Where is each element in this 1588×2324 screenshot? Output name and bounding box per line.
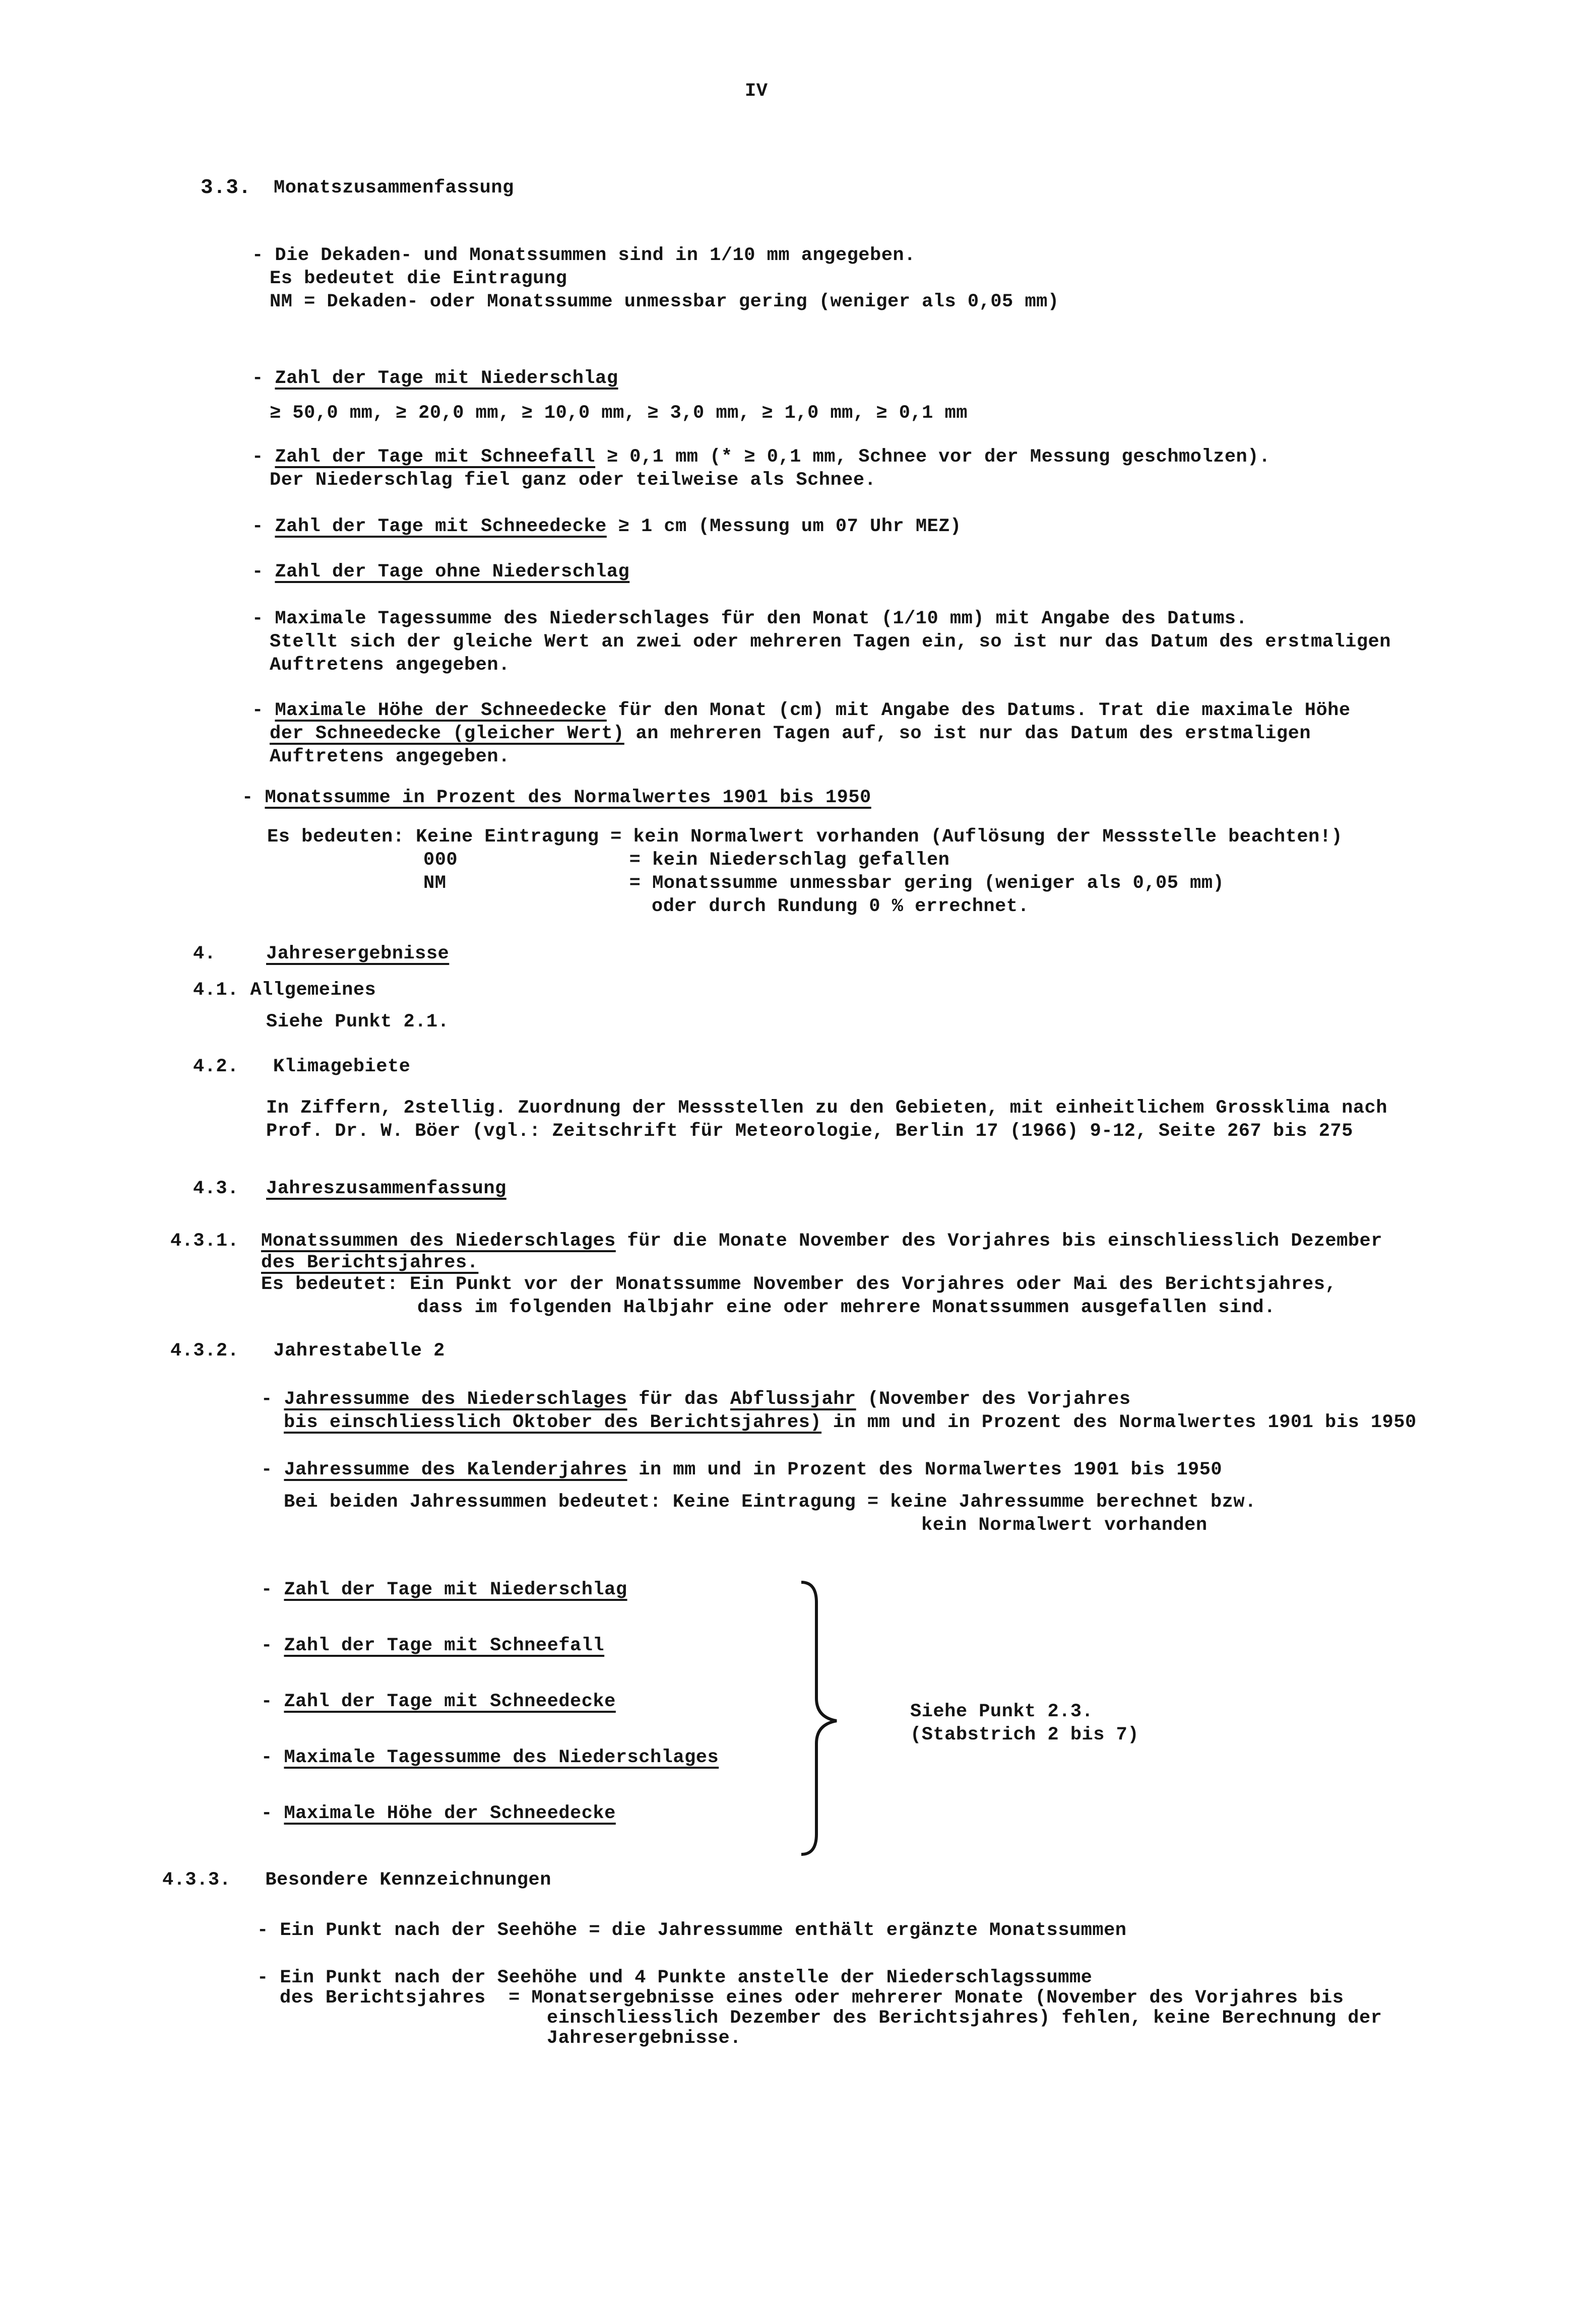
section-3-3-title: Monatszusammenfassung: [274, 177, 514, 199]
s33-item8-line5: oder durch Rundung 0 % errechnet.: [652, 896, 1030, 917]
section-4-3-1-title: Monatssummen des Niederschlages: [261, 1231, 616, 1252]
s33-item4-rest: ≥ 1 cm (Messung um 07 Uhr MEZ): [606, 516, 962, 537]
s432-item2-title: Jahressumme des Kalenderjahres: [284, 1459, 627, 1480]
s33-item8-line2: Es bedeuten: Keine Eintragung = kein Normalwert vorhanden (Auflösung der Messstelle beachten!): [267, 826, 1343, 848]
s33-item4-title: Zahl der Tage mit Schneedecke: [275, 516, 607, 537]
s433-item2-line3: einschliesslich Dezember des Berichtsjahres) fehlen, keine Berechnung der: [547, 2008, 1382, 2029]
dash: -: [252, 561, 264, 583]
page-number: IV: [745, 81, 768, 102]
s432-item1-abflussjahr: Abflussjahr: [730, 1389, 856, 1410]
s33-item7-line3: Auftretens angegeben.: [270, 746, 510, 767]
brace-item-2-label: Zahl der Tage mit Schneefall: [284, 1635, 605, 1656]
s33-item2-line2: ≥ 50,0 mm, ≥ 20,0 mm, ≥ 10,0 mm, ≥ 3,0 mm, ≥ 1,0 mm, ≥ 0,1 mm: [270, 403, 968, 424]
section-4-3-3: 4.3.3. Besondere Kennzeichnungen: [162, 1869, 551, 1891]
section-4-3-title: Jahreszusammenfassung: [266, 1178, 506, 1199]
s33-item4: [252, 515, 962, 538]
section-4-3-1-line4: dass im folgenden Halbjahr eine oder mehrere Monatssummen ausgefallen sind.: [417, 1297, 1276, 1318]
s432-item1-title: Jahressumme des Niederschlages: [284, 1389, 627, 1410]
s432-item2-line3: kein Normalwert vorhanden: [921, 1515, 1208, 1536]
s33-item7-line1: [252, 699, 1351, 722]
s432-item1-line2-rest: in mm und in Prozent des Normalwertes 1901 bis 1950: [821, 1412, 1417, 1433]
s432-item1-line2: [284, 1411, 1417, 1434]
brace-item-1: [261, 1578, 627, 1601]
dash: -: [261, 1691, 273, 1712]
s33-item3-rest: ≥ 0,1 mm (* ≥ 0,1 mm, Schnee vor der Messung geschmolzen).: [595, 446, 1271, 468]
s433-item2-line4: Jahresergebnisse.: [547, 2028, 741, 2049]
s432-item2-line1: [261, 1458, 1222, 1481]
dash: -: [261, 1389, 273, 1410]
dash: -: [261, 1747, 273, 1768]
dash: -: [242, 787, 253, 808]
section-4-number: 4.: [193, 943, 216, 964]
s33-item8-line3: 000 = kein Niederschlag gefallen: [423, 850, 950, 871]
section-4-3-2: 4.3.2. Jahrestabelle 2: [170, 1340, 445, 1362]
s33-item6-line3: Auftretens angegeben.: [270, 655, 510, 676]
brace-ref-line2: (Stabstrich 2 bis 7): [910, 1724, 1139, 1746]
s432-item1-line2-underlined: bis einschliesslich Oktober des Berichtsjahres): [284, 1412, 822, 1433]
dash: -: [252, 446, 264, 468]
brace-item-4: [261, 1746, 719, 1769]
section-4-3-1-line3: Es bedeutet: Ein Punkt vor der Monatssumme November des Vorjahres oder Mai des Berichtsjahres,: [261, 1274, 1337, 1295]
brace-item-2: [261, 1634, 604, 1657]
section-4-2-line2: Prof. Dr. W. Böer (vgl.: Zeitschrift für Meteorologie, Berlin 17 (1966) 9-12, Seite 267 bis 275: [266, 1121, 1353, 1142]
s33-item7-line2-rest: an mehreren Tagen auf, so ist nur das Datum des erstmaligen: [624, 723, 1311, 744]
s433-item1: - Ein Punkt nach der Seehöhe = die Jahressumme enthält ergänzte Monatssummen: [257, 1920, 1127, 1941]
s33-item3-line2: Der Niederschlag fiel ganz oder teilweise als Schnee.: [270, 470, 876, 491]
s432-item1-line1: [261, 1388, 1131, 1411]
brace-item-3: [261, 1690, 616, 1713]
dash: -: [252, 700, 264, 721]
brace-item-4-label: Maximale Tagessumme des Niederschlages: [284, 1747, 719, 1768]
dash: -: [252, 368, 264, 389]
dash: -: [252, 516, 264, 537]
brace-ref-line1: Siehe Punkt 2.3.: [910, 1701, 1094, 1722]
s432-item2-line2: Bei beiden Jahressummen bedeutet: Keine Eintragung = keine Jahressumme berechnet bzw.: [284, 1492, 1256, 1513]
s33-item6-line1: - Maximale Tagessumme des Niederschlages für den Monat (1/10 mm) mit Angabe des Datums.: [252, 608, 1248, 629]
section-4-2: 4.2. Klimagebiete: [193, 1056, 411, 1077]
brace-item-1-label: Zahl der Tage mit Niederschlag: [284, 1579, 627, 1600]
s33-item2-line1: [252, 367, 618, 390]
s33-item1-line3: NM = Dekaden- oder Monatssumme unmessbar gering (weniger als 0,05 mm): [270, 291, 1059, 312]
s33-item8-title: Monatssumme in Prozent des Normalwertes 1901 bis 1950: [265, 787, 871, 808]
s33-item2-title: Zahl der Tage mit Niederschlag: [275, 368, 618, 389]
right-brace-icon: [791, 1577, 847, 1859]
section-4-3-number: 4.3.: [193, 1178, 239, 1199]
s432-item1-mid: für das: [627, 1389, 730, 1410]
s432-item2-rest: in mm und in Prozent des Normalwertes 1901 bis 1950: [627, 1459, 1223, 1480]
s33-item5-title: Zahl der Tage ohne Niederschlag: [275, 561, 630, 583]
s433-item2-line2: des Berichtsjahres = Monatsergebnisse eines oder mehrerer Monate (November des Vorjahres bis: [280, 1987, 1344, 2009]
brace-item-5: [261, 1802, 616, 1825]
s33-item3-title: Zahl der Tage mit Schneefall: [275, 446, 596, 468]
section-3-3-number: 3.3.: [201, 176, 251, 200]
section-4-3-1-number: 4.3.1.: [170, 1231, 239, 1252]
section-4-3-1-line2: des Berichtsjahres.: [261, 1252, 479, 1273]
s33-item1-line1: - Die Dekaden- und Monatssummen sind in 1/10 mm angegeben.: [252, 245, 916, 266]
s33-item7-line2: [270, 722, 1311, 745]
s33-item8-line4: NM = Monatssumme unmessbar gering (weniger als 0,05 mm): [423, 873, 1225, 894]
s33-item8-line1: [242, 786, 871, 809]
section-4-1: 4.1. Allgemeines: [193, 980, 376, 1001]
dash: -: [261, 1803, 273, 1824]
section-4-3-1-rest: für die Monate November des Vorjahres bis einschliesslich Dezember: [615, 1231, 1382, 1252]
s33-item7-title: Maximale Höhe der Schneedecke: [275, 700, 607, 721]
s433-item2-line1: - Ein Punkt nach der Seehöhe und 4 Punkte anstelle der Niederschlagssumme: [257, 1967, 1093, 1988]
dash: -: [261, 1635, 273, 1656]
section-4-3-1-line1: [261, 1230, 1382, 1253]
s33-item5: [252, 560, 629, 584]
section-4-title: Jahresergebnisse: [266, 943, 450, 964]
section-4-1-text: Siehe Punkt 2.1.: [266, 1011, 450, 1032]
s33-item7-underlined: der Schneedecke (gleicher Wert): [270, 723, 624, 744]
brace-item-3-label: Zahl der Tage mit Schneedecke: [284, 1691, 616, 1712]
dash: -: [261, 1579, 273, 1600]
s33-item7-rest: für den Monat (cm) mit Angabe des Datums. Trat die maximale Höhe: [606, 700, 1351, 721]
dash: -: [261, 1459, 273, 1480]
s33-item3-line1: [252, 445, 1271, 469]
s33-item6-line2: Stellt sich der gleiche Wert an zwei oder mehreren Tagen ein, so ist nur das Datum des erstmaligen: [270, 631, 1391, 653]
section-4-2-line1: In Ziffern, 2stellig. Zuordnung der Messstellen zu den Gebieten, mit einheitlichem Grossklima nach: [266, 1098, 1387, 1119]
s432-item1-rest: (November des Vorjahres: [856, 1389, 1131, 1410]
brace-item-5-label: Maximale Höhe der Schneedecke: [284, 1803, 616, 1824]
s33-item1-line2: Es bedeutet die Eintragung: [270, 268, 567, 289]
